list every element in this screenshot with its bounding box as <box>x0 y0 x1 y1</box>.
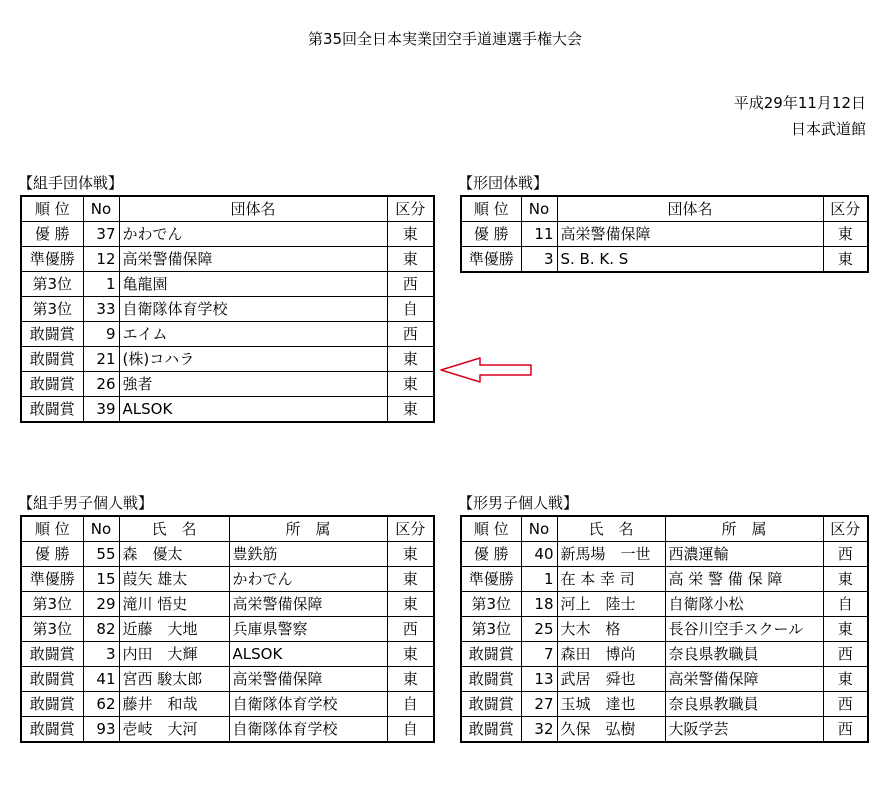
table-row <box>461 567 868 592</box>
table-row <box>21 717 434 743</box>
region-cell: 東 <box>387 567 434 592</box>
affiliation-cell: 兵庫県警察 <box>229 617 387 642</box>
number-cell: 11 <box>521 222 557 247</box>
rank-cell: 敢闘賞 <box>461 667 521 692</box>
table-row <box>21 642 434 667</box>
column-header: No <box>83 516 119 542</box>
column-header: 区分 <box>387 196 434 222</box>
column-header: 順 位 <box>21 516 83 542</box>
column-header: 順 位 <box>461 516 521 542</box>
affiliation-cell: 長谷川空手スクール <box>665 617 823 642</box>
affiliation-cell: 大阪学芸 <box>665 717 823 743</box>
affiliation-cell: 西濃運輸 <box>665 542 823 567</box>
event-venue: 日本武道館 <box>790 120 866 138</box>
affiliation-cell: 高栄警備保障 <box>229 592 387 617</box>
column-header: 氏 名 <box>557 516 665 542</box>
athlete-name-cell: 藤井 和哉 <box>119 692 229 717</box>
region-cell: 東 <box>387 667 434 692</box>
number-cell: 13 <box>521 667 557 692</box>
team-name-cell: (株)コハラ <box>119 347 387 372</box>
number-cell: 21 <box>83 347 119 372</box>
region-cell: 西 <box>823 542 868 567</box>
table-row <box>21 322 434 347</box>
region-cell: 東 <box>387 247 434 272</box>
number-cell: 1 <box>83 272 119 297</box>
number-cell: 9 <box>83 322 119 347</box>
affiliation-cell: 高栄警備保障 <box>665 667 823 692</box>
region-cell: 東 <box>387 222 434 247</box>
rank-cell: 第3位 <box>461 592 521 617</box>
region-cell: 東 <box>387 347 434 372</box>
athlete-name-cell: 新馬場 一世 <box>557 542 665 567</box>
affiliation-cell: 自衛隊体育学校 <box>229 717 387 743</box>
table-row <box>461 542 868 567</box>
rank-cell: 敢闘賞 <box>21 642 83 667</box>
team-name-cell: 自衛隊体育学校 <box>119 297 387 322</box>
number-cell: 37 <box>83 222 119 247</box>
table-row <box>461 247 868 273</box>
column-header: 区分 <box>823 516 868 542</box>
rank-cell: 第3位 <box>461 617 521 642</box>
number-cell: 55 <box>83 542 119 567</box>
athlete-name-cell: 森田 博尚 <box>557 642 665 667</box>
table-row <box>21 372 434 397</box>
affiliation-cell: 自衛隊小松 <box>665 592 823 617</box>
rank-cell: 準優勝 <box>461 567 521 592</box>
column-header: 順 位 <box>21 196 83 222</box>
athlete-name-cell: 内田 大輝 <box>119 642 229 667</box>
number-cell: 41 <box>83 667 119 692</box>
header-row <box>461 516 868 542</box>
team-name-cell: エイム <box>119 322 387 347</box>
rank-cell: 敢闘賞 <box>21 372 83 397</box>
region-cell: 東 <box>387 372 434 397</box>
number-cell: 3 <box>83 642 119 667</box>
rank-cell: 敢闘賞 <box>21 397 83 423</box>
rank-cell: 敢闘賞 <box>461 717 521 743</box>
number-cell: 12 <box>83 247 119 272</box>
section-title-kumite-men: 【組手男子個人戦】 <box>18 494 154 512</box>
rank-cell: 第3位 <box>21 297 83 322</box>
table-row <box>21 617 434 642</box>
column-header: 区分 <box>823 196 868 222</box>
athlete-name-cell: 武居 舜也 <box>557 667 665 692</box>
affiliation-cell: 奈良県教職員 <box>665 692 823 717</box>
table-row <box>461 667 868 692</box>
team-name-cell: 強者 <box>119 372 387 397</box>
table-row <box>21 297 434 322</box>
number-cell: 15 <box>83 567 119 592</box>
column-header: 順 位 <box>461 196 521 222</box>
region-cell: 自 <box>387 692 434 717</box>
rank-cell: 敢闘賞 <box>461 642 521 667</box>
number-cell: 26 <box>83 372 119 397</box>
rank-cell: 準優勝 <box>21 567 83 592</box>
header-row <box>461 196 868 222</box>
table-row <box>21 272 434 297</box>
number-cell: 62 <box>83 692 119 717</box>
region-cell: 西 <box>823 642 868 667</box>
number-cell: 29 <box>83 592 119 617</box>
affiliation-cell: 高 栄 警 備 保 障 <box>665 567 823 592</box>
table-row <box>21 567 434 592</box>
table-row <box>21 592 434 617</box>
number-cell: 82 <box>83 617 119 642</box>
region-cell: 東 <box>823 617 868 642</box>
region-cell: 東 <box>823 222 868 247</box>
athlete-name-cell: 河上 陸士 <box>557 592 665 617</box>
header-row <box>21 516 434 542</box>
column-header: 所 属 <box>665 516 823 542</box>
number-cell: 27 <box>521 692 557 717</box>
athlete-name-cell: 玉城 達也 <box>557 692 665 717</box>
table-row <box>461 642 868 667</box>
table-row <box>21 692 434 717</box>
region-cell: 自 <box>387 297 434 322</box>
number-cell: 7 <box>521 642 557 667</box>
kata-men-table <box>460 515 869 743</box>
affiliation-cell: 高栄警備保障 <box>229 667 387 692</box>
number-cell: 40 <box>521 542 557 567</box>
header-row <box>21 196 434 222</box>
region-cell: 自 <box>823 592 868 617</box>
athlete-name-cell: 滝川 悟史 <box>119 592 229 617</box>
section-title-kata-team: 【形団体戦】 <box>458 174 549 192</box>
rank-cell: 敢闘賞 <box>21 347 83 372</box>
rank-cell: 第3位 <box>21 272 83 297</box>
rank-cell: 第3位 <box>21 617 83 642</box>
athlete-name-cell: 森 優太 <box>119 542 229 567</box>
team-name-cell: 亀龍園 <box>119 272 387 297</box>
kumite-men-table <box>20 515 435 743</box>
rank-cell: 優 勝 <box>21 542 83 567</box>
athlete-name-cell: 在 本 幸 司 <box>557 567 665 592</box>
team-name-cell: 高栄警備保障 <box>119 247 387 272</box>
column-header: 所 属 <box>229 516 387 542</box>
arrow-left-icon <box>438 355 534 385</box>
number-cell: 32 <box>521 717 557 743</box>
region-cell: 西 <box>387 617 434 642</box>
affiliation-cell: 奈良県教職員 <box>665 642 823 667</box>
section-title-kata-men: 【形男子個人戦】 <box>458 494 579 512</box>
athlete-name-cell: 大木 格 <box>557 617 665 642</box>
rank-cell: 準優勝 <box>461 247 521 273</box>
table-row <box>461 617 868 642</box>
table-row <box>21 347 434 372</box>
affiliation-cell: かわでん <box>229 567 387 592</box>
number-cell: 18 <box>521 592 557 617</box>
table-row <box>461 692 868 717</box>
column-header: 区分 <box>387 516 434 542</box>
region-cell: 東 <box>387 542 434 567</box>
region-cell: 東 <box>387 642 434 667</box>
athlete-name-cell: 宮西 駿太郎 <box>119 667 229 692</box>
column-header: No <box>83 196 119 222</box>
team-name-cell: 高栄警備保障 <box>557 222 823 247</box>
event-date: 平成29年11月12日 <box>733 94 866 112</box>
rank-cell: 敢闘賞 <box>21 717 83 743</box>
region-cell: 西 <box>387 272 434 297</box>
column-header: 団体名 <box>119 196 387 222</box>
region-cell: 東 <box>387 592 434 617</box>
number-cell: 39 <box>83 397 119 423</box>
table-row <box>461 592 868 617</box>
affiliation-cell: 自衛隊体育学校 <box>229 692 387 717</box>
rank-cell: 敢闘賞 <box>21 692 83 717</box>
table-row <box>21 667 434 692</box>
section-title-kumite-team: 【組手団体戦】 <box>18 174 124 192</box>
rank-cell: 第3位 <box>21 592 83 617</box>
athlete-name-cell: 久保 弘樹 <box>557 717 665 743</box>
athlete-name-cell: 近藤 大地 <box>119 617 229 642</box>
region-cell: 東 <box>823 667 868 692</box>
number-cell: 3 <box>521 247 557 273</box>
region-cell: 西 <box>387 322 434 347</box>
region-cell: 東 <box>823 247 868 273</box>
team-name-cell: ALSOK <box>119 397 387 423</box>
table-row <box>21 247 434 272</box>
column-header: 団体名 <box>557 196 823 222</box>
rank-cell: 敢闘賞 <box>21 322 83 347</box>
rank-cell: 敢闘賞 <box>461 692 521 717</box>
region-cell: 西 <box>823 692 868 717</box>
affiliation-cell: ALSOK <box>229 642 387 667</box>
region-cell: 東 <box>387 397 434 423</box>
number-cell: 93 <box>83 717 119 743</box>
column-header: 氏 名 <box>119 516 229 542</box>
athlete-name-cell: 葭矢 雄太 <box>119 567 229 592</box>
team-name-cell: かわでん <box>119 222 387 247</box>
column-header: No <box>521 196 557 222</box>
region-cell: 東 <box>823 567 868 592</box>
rank-cell: 優 勝 <box>21 222 83 247</box>
table-row <box>21 542 434 567</box>
table-row <box>21 222 434 247</box>
kata-team-table <box>460 195 869 273</box>
rank-cell: 敢闘賞 <box>21 667 83 692</box>
rank-cell: 準優勝 <box>21 247 83 272</box>
document-title: 第35回全日本実業団空手道連選手権大会 <box>307 30 583 48</box>
number-cell: 25 <box>521 617 557 642</box>
number-cell: 33 <box>83 297 119 322</box>
table-row <box>461 717 868 743</box>
column-header: No <box>521 516 557 542</box>
athlete-name-cell: 壱岐 大河 <box>119 717 229 743</box>
number-cell: 1 <box>521 567 557 592</box>
table-row <box>461 222 868 247</box>
rank-cell: 優 勝 <box>461 222 521 247</box>
table-row <box>21 397 434 423</box>
affiliation-cell: 豊鉄筋 <box>229 542 387 567</box>
rank-cell: 優 勝 <box>461 542 521 567</box>
kumite-team-table <box>20 195 435 423</box>
region-cell: 西 <box>823 717 868 743</box>
team-name-cell: S. B. K. S <box>557 247 823 273</box>
region-cell: 自 <box>387 717 434 743</box>
